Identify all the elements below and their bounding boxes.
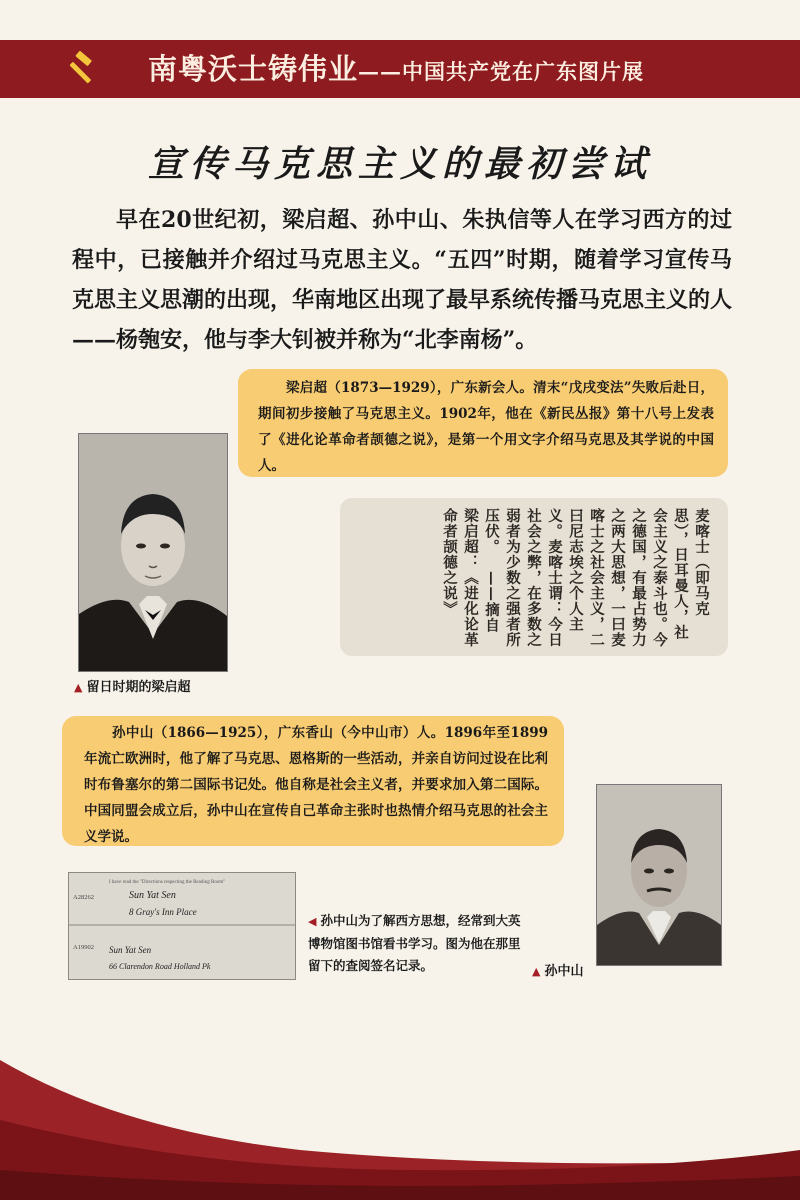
liang-photo-caption-text: 留日时期的梁启超 [86, 680, 191, 695]
exhibition-subtitle: ——中国共产党在广东图片展 [358, 59, 645, 84]
quote-attribution: ——摘自梁启超：《进化论革命者颉德之说》 [441, 508, 500, 648]
register-number-1: A28262 [73, 894, 94, 901]
quote-body: 麦喀士（即马克思），日耳曼人，社会主义之泰斗也。今之德国，有最占势力之两大思想，一曰麦喀士之社会主义，二曰尼志埃之个人主义。麦喀士谓：今日社会之弊，在多数之弱者为少数之强者所压伏。 [483, 508, 710, 648]
liang-qichao-bio: 梁启超（1873—1929），广东新会人。清末“戊戌变法”失败后赴日，期间初步接触了马克思主义。1902年，他在《新民丛报》第十八号上发表了《进化论革命者颉德之说》，是第一个用文字介绍马克思及其学说的中国人。 [258, 380, 714, 474]
caption-arrow-icon: ▲ [532, 965, 541, 978]
sun-yatsen-photo [596, 784, 722, 966]
register-signature-2: Sun Yat Sen [109, 945, 152, 955]
quote-vertical-text [439, 508, 712, 648]
intro-paragraph: 早在20世纪初，梁启超、孙中山、朱执信等人在学习西方的过程中，已接触并介绍过马克思主义。“五四”时期，随着学习宣传马克思主义思潮的出现，华南地区出现了最早系统传播马克思主义的人——杨匏安，他与李大钊被并称为“北李南杨”。 [72, 207, 733, 353]
exhibition-title: 南粤沃士铸伟业 [148, 52, 359, 86]
sun-yatsen-callout [62, 716, 564, 846]
banner-title-row [148, 50, 644, 88]
sun-yatsen-bio: 孙中山（1866—1925），广东香山（今中山市）人。1896年至1899年流亡欧洲时，他了解了马克思、恩格斯的一些活动，并亲自访问过设在比利时布鲁塞尔的第二国际书记处。他自称是社会主义者，并要求加入第二国际。中国同盟会成立后，孙中山在宣传自己革命主张时也热情介绍马克思的社会主义学说。 [84, 725, 548, 845]
liang-qichao-photo [78, 433, 228, 672]
page-title: 宣传马克思主义的最初尝试 [147, 143, 652, 185]
decorative-footer-wave [0, 1020, 800, 1200]
caption-arrow-icon: ▲ [74, 681, 83, 694]
register-document-icon [69, 873, 295, 979]
portrait-icon [79, 434, 227, 671]
register-caption [308, 910, 526, 977]
register-number-2: A19902 [73, 944, 94, 951]
hammer-sickle-icon [60, 48, 104, 92]
liang-photo-caption [74, 676, 190, 695]
caption-arrow-icon: ◀ [308, 915, 317, 928]
register-address-1: 8 Gray's Inn Place [129, 907, 197, 917]
portrait-icon [597, 785, 721, 965]
register-signature-1: Sun Yat Sen [129, 890, 176, 901]
sun-photo-caption [532, 960, 583, 979]
reading-room-register-image [68, 872, 296, 980]
register-caption-text: 孙中山为了解西方思想，经常到大英博物馆图书馆看书学习。图为他在那里留下的查阅签名记录。 [308, 913, 521, 973]
header-banner [0, 40, 800, 98]
register-address-2: 66 Clarendon Road Holland Pk [109, 962, 211, 971]
sun-photo-caption-text: 孙中山 [544, 964, 584, 979]
quote-box [340, 498, 728, 656]
register-heading: I have read the "Directions respecting the Reading Room" [109, 880, 226, 885]
liang-qichao-callout [238, 369, 728, 477]
